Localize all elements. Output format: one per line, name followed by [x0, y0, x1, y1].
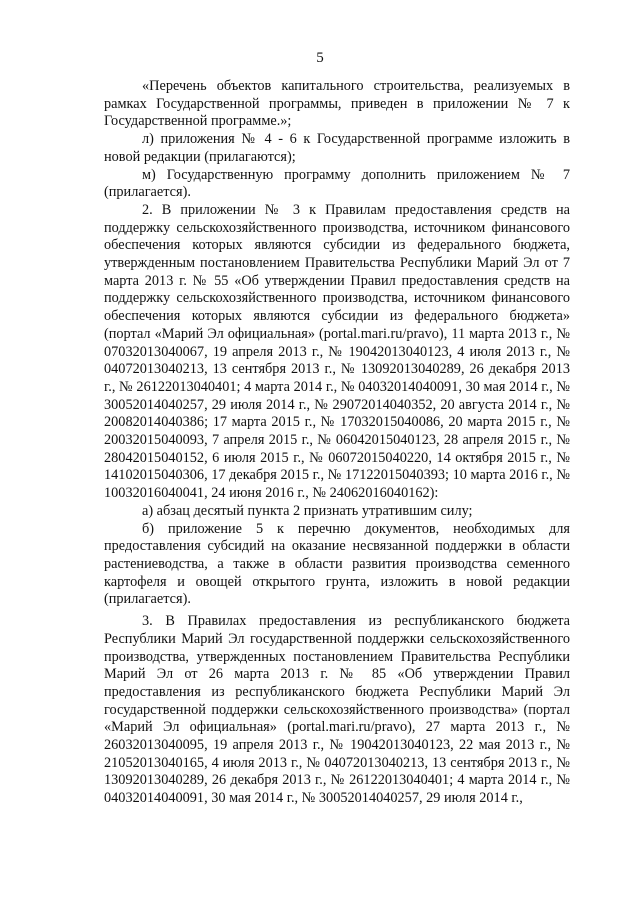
paragraph-item-m: м) Государственную программу дополнить приложением № 7 (прилагается). — [104, 166, 570, 201]
paragraph-section-2: 2. В приложении № 3 к Правилам предоставления средств на поддержку сельскохозяйственного производства, источником финансового обеспечения которых являются субсидии из федерального бюджета, утвержденным постановлением Правительства Республики Марий Эл от 7 марта 2013 г. № 55 «Об утверждении Правил предоставления средств на поддержку сельскохозяйственного производства, источником финансового обеспечения которых являются субсидии из федерального бюджета» (портал «Марий Эл официальная» (portal.mari.ru/pravo), 11 марта 2013 г., № 07032013040067, 19 апреля 2013 г., № 19042013040123, 4 июля 2013 г., № 04072013040213, 13 сентября 2013 г., № 13092013040289, 26 декабря 2013 г., № 26122013040401; 4 марта 2014 г., № 04032014040091, 30 мая 2014 г., № 30052014040257, 29 июля 2014 г., № 29072014040352, 20 августа 2014 г., № 20082014040386; 17 марта 2015 г., № 17032015040086, 20 марта 2015 г., № 20032015040093, 7 апреля 2015 г., № 06042015040123, 28 апреля 2015 г., № 28042015040152, 6 июля 2015 г., № 06072015040220, 14 октября 2015 г., № 14102015040306, 17 декабря 2015 г., № 17122015040393; 10 марта 2016 г., № 10032016040041, 24 июня 2016 г., № 24062016040162): — [104, 201, 570, 502]
paragraph-item-b: б) приложение 5 к перечню документов, необходимых для предоставления субсидий на оказание несвязанной поддержки в области растениеводства, а также в области развития производства семенного картофеля и овощей открытого грунта, изложить в новой редакции (прилагается). — [104, 520, 570, 608]
paragraph-section-3: 3. В Правилах предоставления из республиканского бюджета Республики Марий Эл государственной поддержки сельскохозяйственного производства, утвержденных постановлением Правительства Республики Марий Эл от 26 марта 2013 г. № 85 «Об утверждении Правил предоставления из республиканского бюджета Республики Марий Эл государственной поддержки сельскохозяйственного производства» (портал «Марий Эл официальная» (portal.mari.ru/pravo), 27 марта 2013 г., № 26032013040095, 19 апреля 2013 г., № 19042013040123, 22 мая 2013 г., № 21052013040165, 4 июля 2013 г., № 04072013040213, 13 сентября 2013 г., № 13092013040289, 26 декабря 2013 г., № 26122013040401; 4 марта 2014 г., № 04032014040091, 30 мая 2014 г., № 30052014040257, 29 июля 2014 г., — [104, 613, 570, 807]
paragraph-item-a: а) абзац десятый пункта 2 признать утратившим силу; — [142, 502, 473, 519]
document-body — [104, 78, 570, 808]
page-number: 5 — [316, 50, 324, 66]
paragraph-item-l: л) приложения № 4 - 6 к Государственной программе изложить в новой редакции (прилагаются); — [104, 131, 570, 165]
paragraph-quote-list: «Перечень объектов капитального строительства, реализуемых в рамках Государственной программы, приведен в приложении № 7 к Государственной программе.»; — [104, 78, 570, 130]
